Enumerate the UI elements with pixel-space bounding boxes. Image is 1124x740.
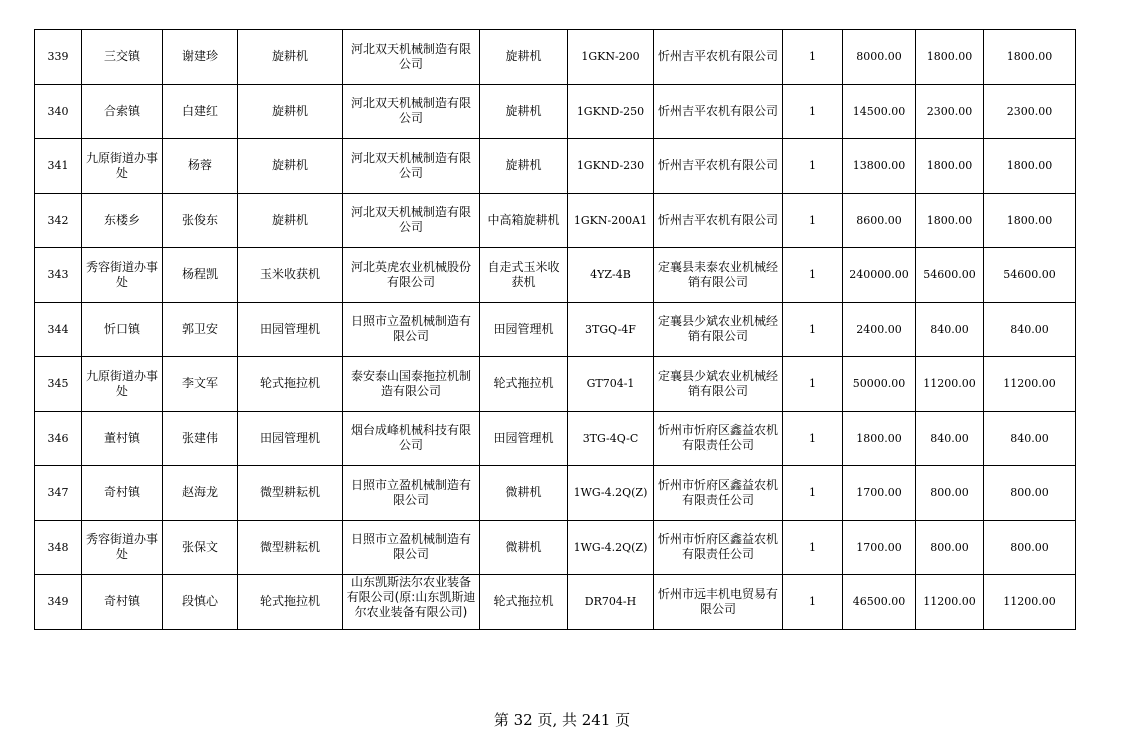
category-cell: 轮式拖拉机 <box>238 575 343 630</box>
dealer-cell: 忻州市忻府区鑫益农机有限责任公司 <box>654 520 783 575</box>
manufacturer-cell: 日照市立盈机械制造有限公司 <box>343 520 480 575</box>
row-number: 343 <box>35 248 82 303</box>
subsidy-cell: 54600.00 <box>916 248 984 303</box>
price-cell: 240000.00 <box>843 248 916 303</box>
total-subsidy-cell: 1800.00 <box>984 193 1076 248</box>
price-cell: 13800.00 <box>843 139 916 194</box>
dealer-cell: 忻州吉平农机有限公司 <box>654 139 783 194</box>
table-row <box>35 30 1076 85</box>
town-cell: 董村镇 <box>82 411 163 466</box>
dealer-cell: 定襄县少斌农业机械经销有限公司 <box>654 302 783 357</box>
category-cell: 旋耕机 <box>238 84 343 139</box>
manufacturer-cell: 河北双天机械制造有限公司 <box>343 84 480 139</box>
table-row <box>35 575 1076 630</box>
quantity-cell: 1 <box>783 302 843 357</box>
model-cell: 1GKN-200A1 <box>568 193 654 248</box>
buyer-cell: 张保文 <box>163 520 238 575</box>
model-cell: 3TG-4Q-C <box>568 411 654 466</box>
buyer-cell: 白建红 <box>163 84 238 139</box>
town-cell: 忻口镇 <box>82 302 163 357</box>
row-number: 349 <box>35 575 82 630</box>
price-cell: 8000.00 <box>843 30 916 85</box>
town-cell: 九原街道办事处 <box>82 357 163 412</box>
subsidy-cell: 840.00 <box>916 302 984 357</box>
product-cell: 轮式拖拉机 <box>480 575 568 630</box>
category-cell: 旋耕机 <box>238 139 343 194</box>
product-cell: 中高箱旋耕机 <box>480 193 568 248</box>
table-row <box>35 84 1076 139</box>
table-row <box>35 357 1076 412</box>
quantity-cell: 1 <box>783 466 843 521</box>
price-cell: 1700.00 <box>843 520 916 575</box>
product-cell: 旋耕机 <box>480 30 568 85</box>
category-cell: 轮式拖拉机 <box>238 357 343 412</box>
table-row <box>35 302 1076 357</box>
buyer-cell: 杨程凯 <box>163 248 238 303</box>
town-cell: 东楼乡 <box>82 193 163 248</box>
town-cell: 奇村镇 <box>82 575 163 630</box>
buyer-cell: 段慎心 <box>163 575 238 630</box>
buyer-cell: 杨蓉 <box>163 139 238 194</box>
subsidy-cell: 1800.00 <box>916 193 984 248</box>
category-cell: 微型耕耘机 <box>238 466 343 521</box>
price-cell: 46500.00 <box>843 575 916 630</box>
quantity-cell: 1 <box>783 248 843 303</box>
town-cell: 秀容街道办事处 <box>82 520 163 575</box>
town-cell: 三交镇 <box>82 30 163 85</box>
price-cell: 1700.00 <box>843 466 916 521</box>
quantity-cell: 1 <box>783 575 843 630</box>
total-subsidy-cell: 11200.00 <box>984 357 1076 412</box>
buyer-cell: 张建伟 <box>163 411 238 466</box>
subsidy-cell: 840.00 <box>916 411 984 466</box>
product-cell: 旋耕机 <box>480 84 568 139</box>
product-cell: 微耕机 <box>480 466 568 521</box>
buyer-cell: 郭卫安 <box>163 302 238 357</box>
quantity-cell: 1 <box>783 357 843 412</box>
row-number: 347 <box>35 466 82 521</box>
price-cell: 50000.00 <box>843 357 916 412</box>
total-subsidy-cell: 54600.00 <box>984 248 1076 303</box>
row-number: 348 <box>35 520 82 575</box>
quantity-cell: 1 <box>783 139 843 194</box>
total-subsidy-cell: 840.00 <box>984 302 1076 357</box>
category-cell: 微型耕耘机 <box>238 520 343 575</box>
category-cell: 田园管理机 <box>238 411 343 466</box>
table-row <box>35 248 1076 303</box>
row-number: 340 <box>35 84 82 139</box>
subsidy-table <box>34 29 1076 630</box>
page-footer: 第 32 页, 共 241 页 <box>493 711 631 729</box>
dealer-cell: 忻州市远丰机电贸易有限公司 <box>654 575 783 630</box>
buyer-cell: 谢建珍 <box>163 30 238 85</box>
dealer-cell: 忻州吉平农机有限公司 <box>654 193 783 248</box>
manufacturer-text: 山东凯斯法尔农业装备有限公司(原:山东凯斯迪尔农业装备有限公司) <box>346 575 476 619</box>
quantity-cell: 1 <box>783 193 843 248</box>
town-cell: 合索镇 <box>82 84 163 139</box>
model-cell: GT704-1 <box>568 357 654 412</box>
total-subsidy-cell: 11200.00 <box>984 575 1076 630</box>
town-cell: 奇村镇 <box>82 466 163 521</box>
dealer-cell: 忻州吉平农机有限公司 <box>654 84 783 139</box>
table-row <box>35 193 1076 248</box>
quantity-cell: 1 <box>783 84 843 139</box>
buyer-cell: 赵海龙 <box>163 466 238 521</box>
manufacturer-cell: 河北双天机械制造有限公司 <box>343 139 480 194</box>
model-cell: 1GKND-230 <box>568 139 654 194</box>
town-cell: 秀容街道办事处 <box>82 248 163 303</box>
product-cell: 田园管理机 <box>480 411 568 466</box>
product-cell: 田园管理机 <box>480 302 568 357</box>
manufacturer-cell: 日照市立盈机械制造有限公司 <box>343 466 480 521</box>
table-row <box>35 520 1076 575</box>
product-cell: 轮式拖拉机 <box>480 357 568 412</box>
subsidy-cell: 800.00 <box>916 520 984 575</box>
manufacturer-cell <box>343 575 480 630</box>
manufacturer-cell: 烟台成峰机械科技有限公司 <box>343 411 480 466</box>
model-cell: 1GKN-200 <box>568 30 654 85</box>
model-cell: 3TGQ-4F <box>568 302 654 357</box>
product-cell: 旋耕机 <box>480 139 568 194</box>
total-subsidy-cell: 800.00 <box>984 466 1076 521</box>
subsidy-cell: 11200.00 <box>916 575 984 630</box>
dealer-cell: 定襄县少斌农业机械经销有限公司 <box>654 357 783 412</box>
quantity-cell: 1 <box>783 30 843 85</box>
quantity-cell: 1 <box>783 520 843 575</box>
subsidy-cell: 1800.00 <box>916 30 984 85</box>
category-cell: 田园管理机 <box>238 302 343 357</box>
table-row <box>35 411 1076 466</box>
town-cell: 九原街道办事处 <box>82 139 163 194</box>
model-cell: 1WG-4.2Q(Z) <box>568 520 654 575</box>
row-number: 344 <box>35 302 82 357</box>
dealer-cell: 忻州市忻府区鑫益农机有限责任公司 <box>654 411 783 466</box>
price-cell: 2400.00 <box>843 302 916 357</box>
category-cell: 旋耕机 <box>238 30 343 85</box>
row-number: 346 <box>35 411 82 466</box>
table-row <box>35 139 1076 194</box>
price-cell: 1800.00 <box>843 411 916 466</box>
subsidy-cell: 11200.00 <box>916 357 984 412</box>
model-cell: DR704-H <box>568 575 654 630</box>
subsidy-cell: 800.00 <box>916 466 984 521</box>
row-number: 341 <box>35 139 82 194</box>
row-number: 345 <box>35 357 82 412</box>
quantity-cell: 1 <box>783 411 843 466</box>
price-cell: 8600.00 <box>843 193 916 248</box>
model-cell: 1GKND-250 <box>568 84 654 139</box>
price-cell: 14500.00 <box>843 84 916 139</box>
dealer-cell: 定襄县耒泰农业机械经销有限公司 <box>654 248 783 303</box>
product-cell: 微耕机 <box>480 520 568 575</box>
subsidy-cell: 2300.00 <box>916 84 984 139</box>
row-number: 339 <box>35 30 82 85</box>
table-row <box>35 466 1076 521</box>
total-subsidy-cell: 2300.00 <box>984 84 1076 139</box>
manufacturer-cell: 河北双天机械制造有限公司 <box>343 30 480 85</box>
row-number: 342 <box>35 193 82 248</box>
subsidy-cell: 1800.00 <box>916 139 984 194</box>
buyer-cell: 李文军 <box>163 357 238 412</box>
category-cell: 玉米收获机 <box>238 248 343 303</box>
manufacturer-cell: 日照市立盈机械制造有限公司 <box>343 302 480 357</box>
total-subsidy-cell: 1800.00 <box>984 30 1076 85</box>
dealer-cell: 忻州吉平农机有限公司 <box>654 30 783 85</box>
total-subsidy-cell: 1800.00 <box>984 139 1076 194</box>
buyer-cell: 张俊东 <box>163 193 238 248</box>
manufacturer-cell: 河北英虎农业机械股份有限公司 <box>343 248 480 303</box>
dealer-cell: 忻州市忻府区鑫益农机有限责任公司 <box>654 466 783 521</box>
category-cell: 旋耕机 <box>238 193 343 248</box>
product-cell: 自走式玉米收获机 <box>480 248 568 303</box>
total-subsidy-cell: 800.00 <box>984 520 1076 575</box>
manufacturer-cell: 泰安泰山国泰拖拉机制造有限公司 <box>343 357 480 412</box>
total-subsidy-cell: 840.00 <box>984 411 1076 466</box>
model-cell: 1WG-4.2Q(Z) <box>568 466 654 521</box>
manufacturer-cell: 河北双天机械制造有限公司 <box>343 193 480 248</box>
model-cell: 4YZ-4B <box>568 248 654 303</box>
